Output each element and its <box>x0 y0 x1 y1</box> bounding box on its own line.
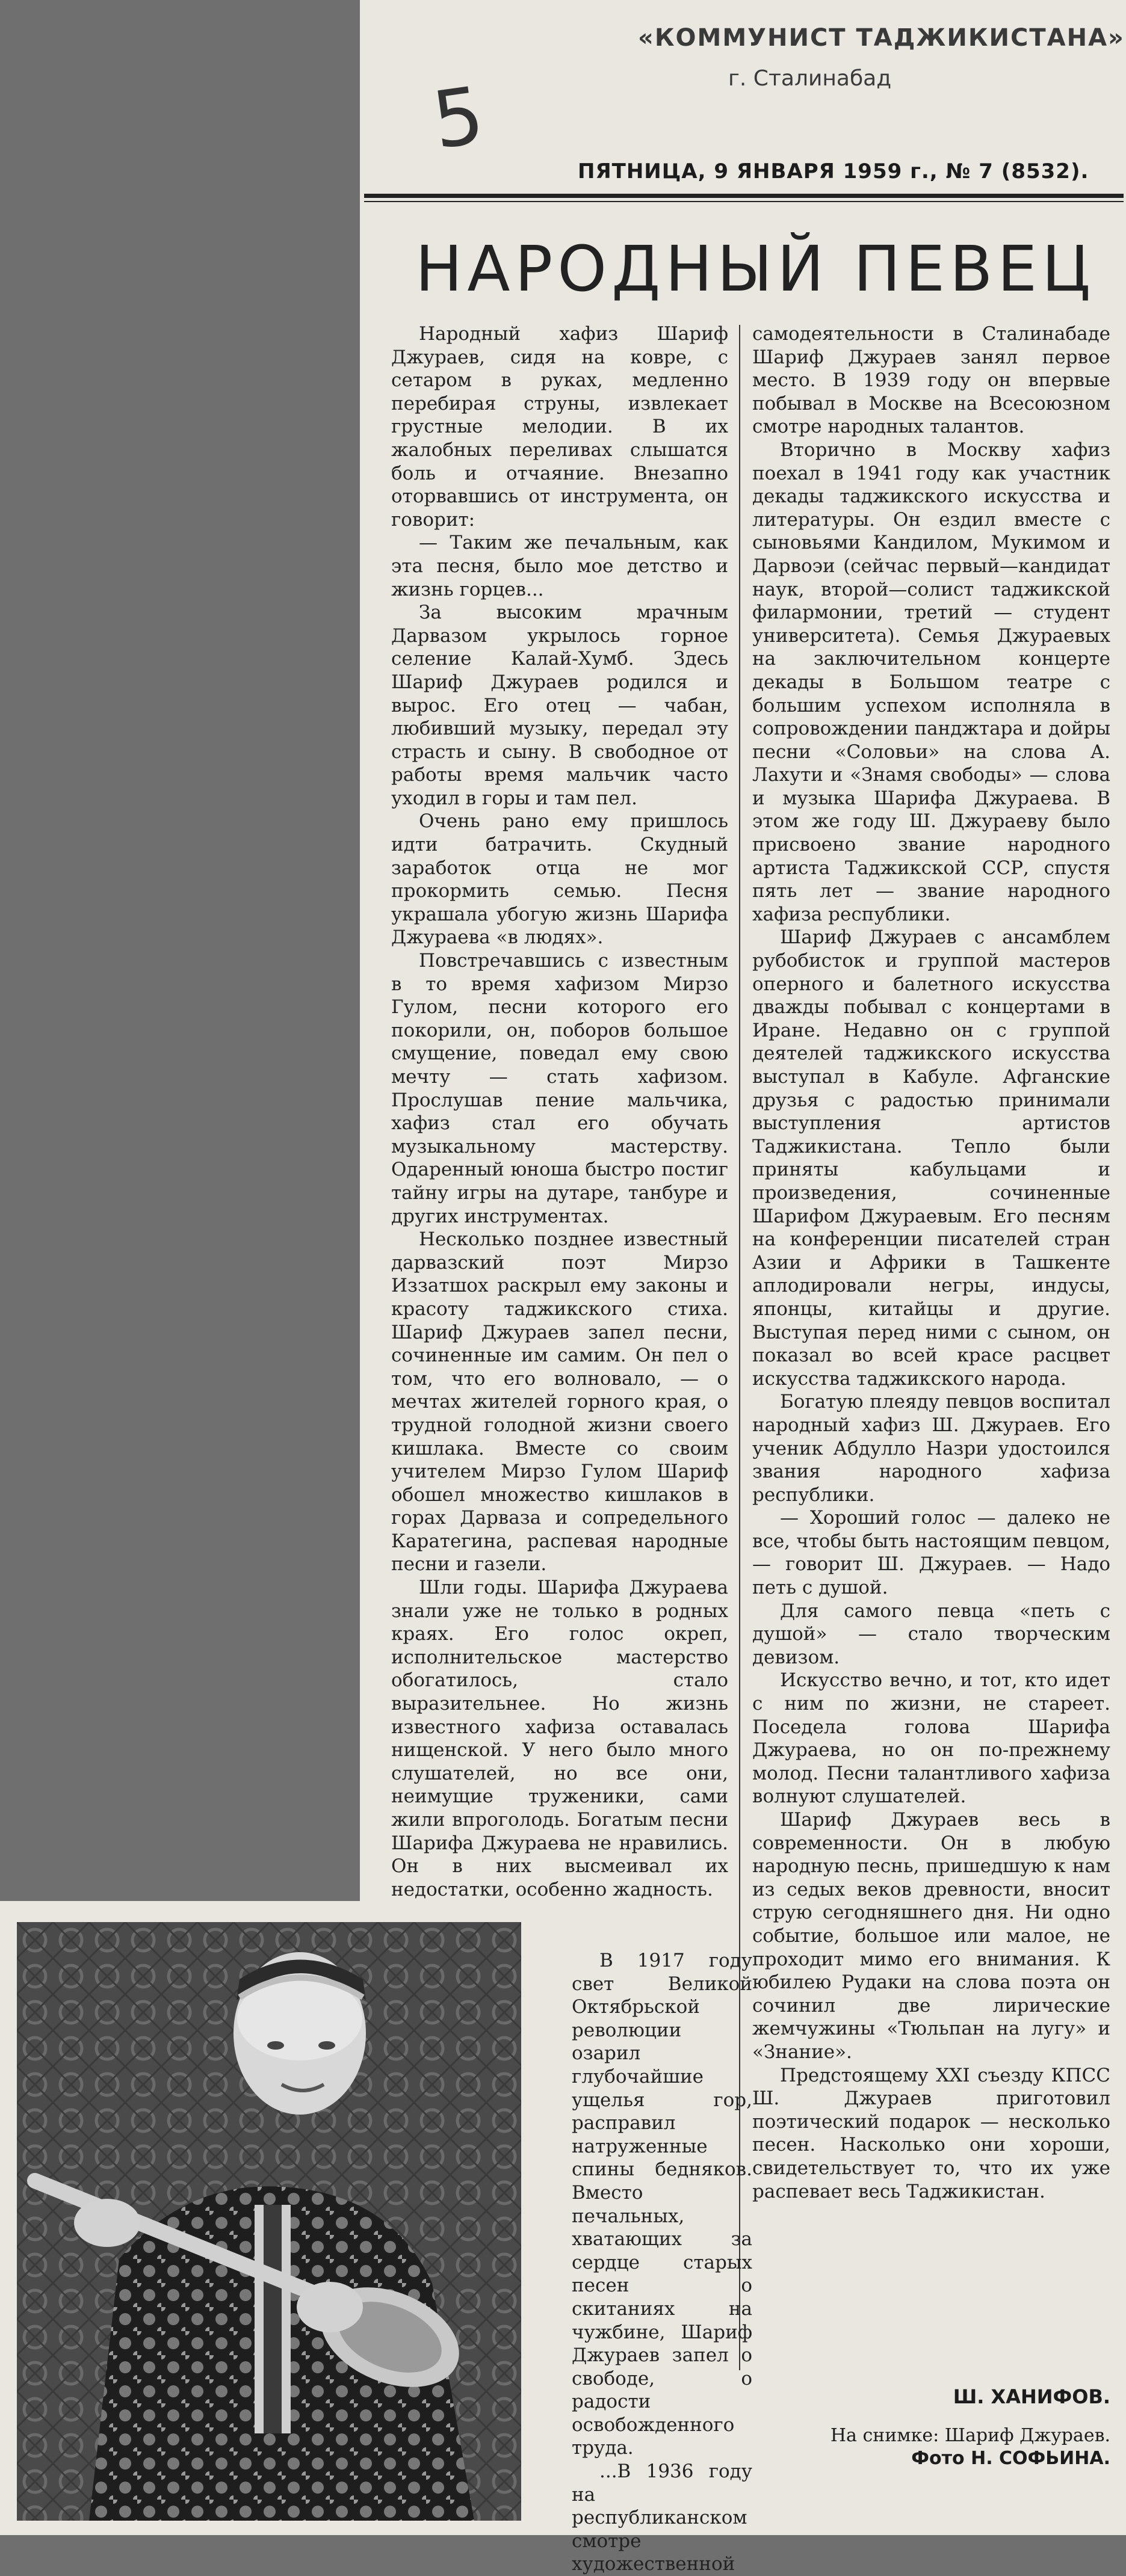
paragraph: — Хороший голос — далеко не все, чтобы быть настоящим певцом, — говорит Ш. Джураев. — Надо петь с душой. <box>752 1507 1110 1599</box>
header-rule-thin <box>364 201 1124 202</box>
paragraph: ...В 1936 году на республиканском смотре художественной <box>572 2460 752 2575</box>
paragraph: Шариф Джураев весь в современности. Он в любую народную песнь, пришедшую к нам из седых веков древности, вносит струю сегодняшнего дня. Ни одно событие, большое или малое, не проходит мимо его внимания. К юбилею Рудаки на слова поэта он сочинил две лирические жемчужины «Тюльпан на лугу» и «Знание». <box>752 1809 1110 2063</box>
newspaper-city: г. Сталинабад <box>728 66 892 91</box>
newspaper-name: «КОММУНИСТ ТАДЖИКИСТАНА» <box>638 24 1125 52</box>
paragraph: — Таким же печальным, как эта песня, было мое детство и жизнь горцев... <box>391 532 728 600</box>
paragraph: Повстречавшись с известным в то время хафизом Мирзо Гулом, песни которого его покорили, он, поборов большое смущение, поведал ему свою мечту — стать хафизом. Прослушав пение мальчика, хафиз стал его обучать музыкальному мастерству. Одаренный юноша быстро постиг тайну игры на дутаре, танбуре и других инструментах. <box>391 950 728 1227</box>
paragraph: Очень рано ему пришлось идти батрачить. Скудный заработок отца не мог прокормить семью. Песня украшала убогую жизнь Шарифа Джураева «в людях». <box>391 810 728 949</box>
paragraph: самодеятельности в Сталинабаде Шариф Джураев занял первое место. В 1939 году он впервые побывал в Москве на Всесоюзном смотре народных талантов. <box>752 323 1110 438</box>
caption-text: На снимке: Шариф Джураев. <box>830 2425 1110 2446</box>
author-signature: Ш. ХАНИФОВ. <box>953 2385 1110 2408</box>
handwritten-page-number: 5 <box>427 69 489 167</box>
paragraph: Шли годы. Шарифа Джураева знали уже не только в родных краях. Его голос окреп, исполнительское мастерство обогатилось, стало выразительнее. Но жизнь известного хафиза оставалась нищенской. У него было много слушателей, но все они, неимущие труженики, сами жили впроголодь. Богатым песни Шарифа Джураева не нравились. Он в них высмеивал их недостатки, особенно жадность. <box>391 1577 728 1900</box>
paragraph: Для самого певца «петь с душой» — стало творческим девизом. <box>752 1600 1110 1668</box>
photo-caption <box>782 2424 1110 2470</box>
paragraph: Народный хафиз Шариф Джураев, сидя на ковре, с сетаром в руках, медленно перебирая струны, извлекает грустные мелодии. В их жалобных переливах слышатся боль и отчаяние. Внезапно оторвавшись от инструмента, он говорит: <box>391 323 728 531</box>
article-headline: НАРОДНЫЙ ПЕВЕЦ <box>415 232 1095 306</box>
singer-illustration <box>17 1922 521 2521</box>
paragraph: Вторично в Москву хафиз поехал в 1941 году как участник декады таджикского искусства и литературы. Он ездил вместе с сыновьями Кандилом, Мукимом и Дарвоэи (сейчас первый—кандидат наук, второй—солист таджикской филармонии, третий — студент университета). Семья Джураевых на заключительном концерте декады в Большом театре с большим успехом исполняла в сопровождении панджтара и дойры песни «Соловьи» на слова А. Лахути и «Знамя свободы» — слова и музыка Шарифа Джураева. В этом же году Ш. Джураеву было присвоено звание народного артиста Таджикской ССР, спустя пять лет — звание народного хафиза республики. <box>752 439 1110 925</box>
article-column-right <box>752 322 1110 2203</box>
paragraph: Шариф Джураев с ансамблем рубобисток и группой мастеров оперного и балетного искусства дважды побывал с концертами в Иране. Недавно он с группой деятелей таджикского искусства выступал в Кабуле. Афганские друзья с радостью принимали выступления артистов Таджикистана. Тепло были приняты кабульцами и произведения, сочиненные Шарифом Джураевым. Его песням на конференции писателей стран Азии и Африки в Ташкенте аплодировали негры, индусы, японцы, китайцы и другие. Выступая перед ними с сыном, он показал во всей красе расцвет искусства таджикского народа. <box>752 926 1110 1390</box>
article-column-left-lower <box>572 1949 752 2576</box>
paragraph: Предстоящему XXI съезду КПСС Ш. Джураев приготовил поэтический подарок — несколько песен. Насколько они хороши, свидетельствует то, что их уже распевает весь Таджикистан. <box>752 2064 1110 2202</box>
paragraph: Несколько позднее известный дарвазский поэт Мирзо Иззатшох раскрыл ему законы и красоту таджикского стиха. Шариф Джураев запел песни, сочиненные им самим. Он пел о том, что его волновало, — о мечтах жителей горного края, о трудной голодной жизни своего кишлака. Вместе со своим учителем Мирзо Гулом Шариф обошел множество кишлаков в горах Дарваза и сопредельного Каратегина, распевая народные песни и газели. <box>391 1228 728 1576</box>
paragraph: За высоким мрачным Дарвазом укрылось горное селение Калай-Хумб. Здесь Шариф Джураев родился и вырос. Его отец — чабан, любивший музыку, передал эту страсть и сыну. В свободное от работы время мальчик часто уходил в горы и там пел. <box>391 602 728 809</box>
paragraph: В 1917 году свет Великой Октябрьской революции озарил глубочайшие ущелья гор, расправил натруженные спины бедняков. Вместо печальных, хватающих за сердце старых песен о скитаниях на чужбине, Шариф Джураев запел о свободе, о радости освобожденного труда. <box>572 1950 752 2459</box>
article-column-left <box>391 322 728 1901</box>
singer-photo <box>17 1922 521 2521</box>
photo-credit: Фото Н. СОФЬИНА. <box>911 2448 1110 2469</box>
paragraph: Богатую плеяду певцов воспитал народный хафиз Ш. Джураев. Его ученик Абдулло Назри удостоился звания народного хафиза республики. <box>752 1391 1110 1506</box>
paragraph: Искусство вечно, и тот, кто идет с ним по жизни, не стареет. Поседела голова Шарифа Джураева, но он по-прежнему молод. Песни талантливого хафиза волнуют слушателей. <box>752 1669 1110 1808</box>
issue-date-line: ПЯТНИЦА, 9 ЯНВАРЯ 1959 г., № 7 (8532). <box>578 159 1089 183</box>
header-rule-thick <box>364 194 1124 198</box>
